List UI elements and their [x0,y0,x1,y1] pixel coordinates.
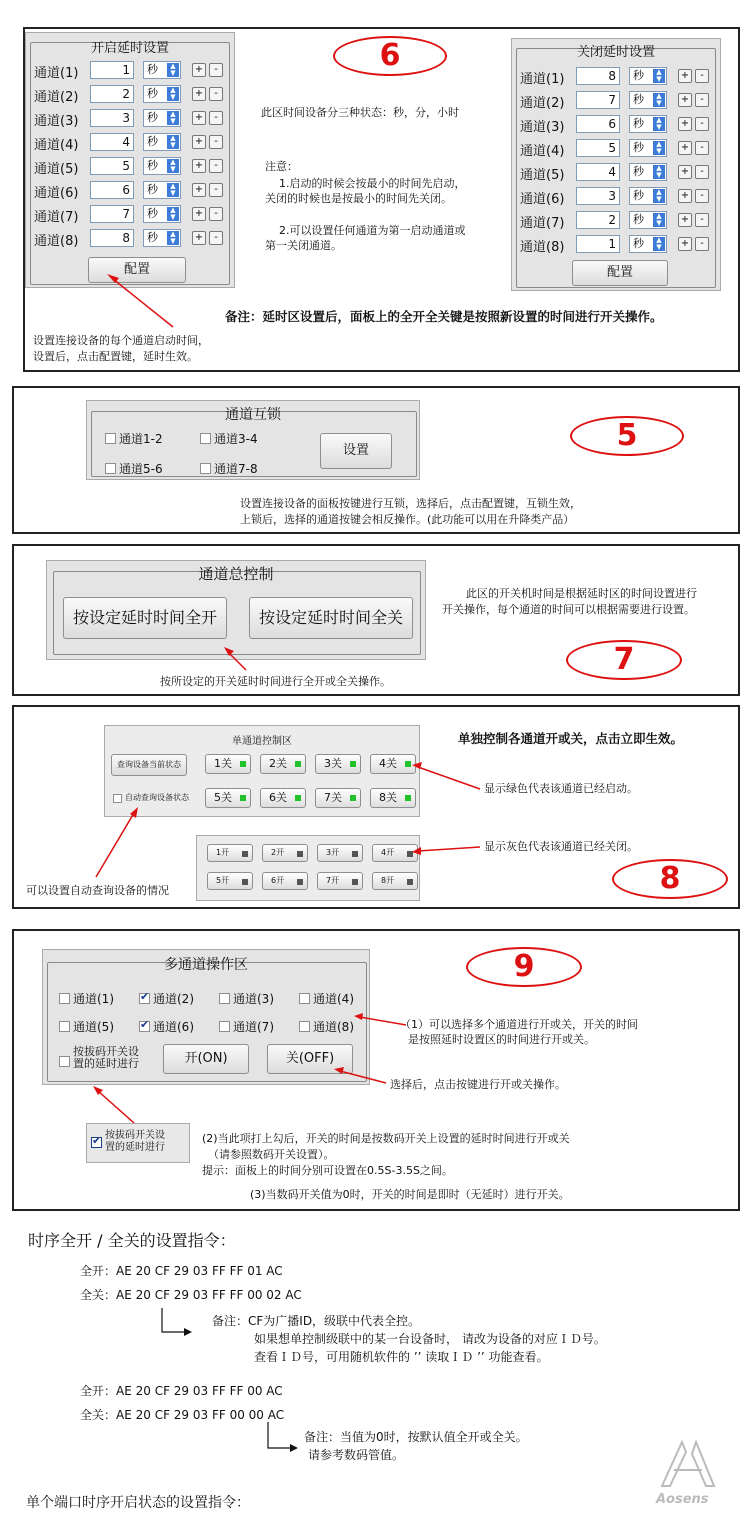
close-unit-value-8: 秒 [633,237,644,250]
close-minus-button-2[interactable]: - [695,93,709,107]
remark2-arrow [262,1420,302,1454]
close-label-4: 通道(4) [520,144,565,159]
multi-note2-a: (2)当此项打上勾后，开关的时间是按数码开关上设置的延时时间进行开或关 [202,1132,570,1145]
close-delay-title: 关闭延时设置 [576,45,655,60]
close-delay-input-1[interactable]: 8 [576,67,620,85]
multi-note1-b: 是按照延时设置区的时间进行开或关。 [408,1033,595,1046]
open-unit-value-2: 秒 [147,87,158,100]
channel-button-label: 2开 [271,848,285,857]
badge-8: 8 [612,859,728,899]
close-label-7: 通道(7) [520,216,565,231]
multi-note2-b: （请参照数码开关设置）。 [208,1148,335,1161]
close-config-button[interactable]: 配置 [572,260,668,286]
open-config-button[interactable]: 配置 [88,257,186,283]
caption-b: 设置后，点击配置键，延时生效。 [33,350,198,363]
channel-button-label: 2关 [269,757,287,770]
open-label-3: 通道(3) [34,114,79,129]
open-label-4: 通道(4) [34,138,79,153]
arrow-to-master [14,546,742,698]
channel-button-label: 7开 [326,876,340,885]
open-delay-input-5[interactable]: 5 [90,157,134,175]
close-unit-value-2: 秒 [633,93,644,106]
close-label-1: 通道(1) [520,72,565,87]
section-interlock [12,386,740,534]
open-delay-input-3[interactable]: 3 [90,109,134,127]
open-plus-button-1[interactable]: + [192,63,206,77]
open-unit-value-5: 秒 [147,159,158,172]
channel-button-label: 8开 [381,876,395,885]
close-delay-input-6[interactable]: 3 [576,187,620,205]
channel-button-label: 6开 [271,876,285,885]
open-plus-button-3[interactable]: + [192,111,206,125]
close-minus-button-8[interactable]: - [695,237,709,251]
close-unit-value-7: 秒 [633,213,644,226]
notice-1b: 关闭的时候也是按最小的时间先关闭。 [265,192,452,205]
close-plus-button-1[interactable]: + [678,69,692,83]
open-delay-input-2[interactable]: 2 [90,85,134,103]
open-unit-value-1: 秒 [147,63,158,76]
close-delay-input-5[interactable]: 4 [576,163,620,181]
close-plus-button-3[interactable]: + [678,117,692,131]
dropdown-arrow-icon: ▲ ▼ [653,69,665,83]
open-minus-button-5[interactable]: - [209,159,223,173]
notice-title: 注意： [265,160,298,173]
open-minus-button-3[interactable]: - [209,111,223,125]
open-plus-button-8[interactable]: + [192,231,206,245]
dropdown-arrow-icon: ▲ ▼ [653,189,665,203]
single-channel-title: 单通道控制区 [232,736,292,747]
dropdown-arrow-icon: ▲ ▼ [167,111,179,125]
interlock-label-78: 通道7-8 [214,462,258,476]
open-minus-button-2[interactable]: - [209,87,223,101]
dropdown-arrow-icon: ▲ ▼ [653,117,665,131]
multi-channel-title: 多通道操作区 [164,957,248,973]
section-master-control [12,544,740,696]
close-label-8: 通道(8) [520,240,565,255]
master-control-title: 通道总控制 [198,565,274,583]
dropdown-arrow-icon: ▲ ▼ [653,93,665,107]
auto-query-note: 可以设置自动查询设备的情况 [26,884,169,897]
arrow-to-config [25,29,742,374]
channel-button-label: 5开 [216,876,230,885]
section-delay-settings [23,27,740,372]
channel-button-label: 7关 [324,791,342,804]
channel-button-label: 5关 [214,791,232,804]
open-delay-input-6[interactable]: 6 [90,181,134,199]
dip-delay-zoom-label-b: 置的延时进行 [105,1142,165,1153]
open-plus-button-2[interactable]: + [192,87,206,101]
close-label-6: 通道(6) [520,192,565,207]
dropdown-arrow-icon: ▲ ▼ [653,165,665,179]
close-label-5: 通道(5) [520,168,565,183]
open-unit-value-3: 秒 [147,111,158,124]
single-channel-headline: 单独控制各通道开或关，点击立即生效。 [458,731,684,746]
caption-a: 设置连接设备的每个通道启动时间， [33,334,209,347]
remark1-b: 如果想单控制级联中的某一台设备时， 请改为设备的对应ＩＤ号。 [254,1332,606,1346]
notice-1a: 1.启动的时候会按最小的时间先启动， [279,177,466,190]
open-label-2: 通道(2) [34,90,79,105]
master-desc-b: 开关操作，每个通道的时间可以根据需要进行设置。 [442,603,695,616]
dropdown-arrow-icon: ▲ ▼ [653,213,665,227]
close-label-2: 通道(2) [520,96,565,111]
open-unit-value-8: 秒 [147,231,158,244]
close-plus-button-2[interactable]: + [678,93,692,107]
dropdown-arrow-icon: ▲ ▼ [167,231,179,245]
notice-2b: 第一关闭通道。 [265,239,342,252]
interlock-checkbox-34[interactable] [200,433,211,444]
master-desc-a: 此区的开关机时间是根据延时区的时间设置进行 [466,587,697,600]
interlock-checkbox-56[interactable] [105,463,116,474]
close-delay-input-3[interactable]: 6 [576,115,620,133]
remark1-arrow [156,1306,196,1336]
command-line-1: 全开：AE 20 CF 29 03 FF FF 01 AC [80,1264,283,1278]
close-unit-value-3: 秒 [633,117,644,130]
interlock-label-56: 通道5-6 [119,462,163,476]
interlock-caption-b: 上锁后，选择的通道按键会相反操作。(此功能可以用在升降类产品） [240,513,575,526]
master-caption: 按所设定的开关延时时间进行全开或全关操作。 [160,675,391,688]
open-plus-button-4[interactable]: + [192,135,206,149]
badge-5: 5 [570,416,684,456]
close-unit-value-5: 秒 [633,165,644,178]
close-minus-button-3[interactable]: - [695,117,709,131]
dip-delay-zoom-label-a: 按拔码开关设 [105,1130,165,1141]
close-plus-button-8[interactable]: + [678,237,692,251]
open-delay-input-7[interactable]: 7 [90,205,134,223]
badge-9: 9 [466,947,582,987]
time-states-note: 此区时间设备分三种状态：秒，分，小时 [261,106,459,119]
close-delay-input-7[interactable]: 2 [576,211,620,229]
close-unit-value-4: 秒 [633,141,644,154]
open-plus-button-5[interactable]: + [192,159,206,173]
gray-note: 显示灰色代表该通道已经关闭。 [484,840,638,853]
multi-channel-label-3: 通道(3) [233,992,274,1006]
open-label-7: 通道(7) [34,210,79,225]
multi-note2-c: 提示：面板上的时间分别可设置在0.5S-3.5S之间。 [202,1164,453,1177]
interlock-title: 通道互锁 [225,407,281,423]
interlock-checkbox-12[interactable] [105,433,116,444]
open-delay-title: 开启延时设置 [90,41,169,56]
section8-arrows [14,707,742,911]
close-plus-button-6[interactable]: + [678,189,692,203]
badge-6: 6 [333,36,447,76]
multi-note3: (3)当数码开关值为0时，开关的时间是即时（无延时）进行开关。 [250,1188,570,1201]
close-plus-button-5[interactable]: + [678,165,692,179]
close-label-3: 通道(3) [520,120,565,135]
open-minus-button-8[interactable]: - [209,231,223,245]
open-unit-value-4: 秒 [147,135,158,148]
multi-note1-a: （1）可以选择多个通道进行开或关，开关的时间 [400,1018,638,1031]
multi-channel-label-7: 通道(7) [233,1020,274,1034]
interlock-label-12: 通道1-2 [119,432,163,446]
dropdown-arrow-icon: ▲ ▼ [167,207,179,221]
interlock-label-34: 通道3-4 [214,432,258,446]
auto-query-label: 自动查询设备状态 [125,793,189,802]
dip-delay-label-b: 置的延时进行 [73,1057,139,1070]
aosens-logo [656,1440,736,1506]
section9-arrows [14,931,742,1213]
all-on-button[interactable]: 按设定延时时间全开 [63,597,227,639]
interlock-caption-a: 设置连接设备的面板按键进行互锁，选择后，点击配置键，互锁生效， [240,497,581,510]
aosens-logo-text: Aosens [656,1492,709,1507]
open-label-1: 通道(1) [34,66,79,81]
open-minus-button-7[interactable]: - [209,207,223,221]
remark1-c: 查看ＩＤ号，可用随机软件的 ’’ 读取ＩＤ ’’ 功能查看。 [254,1350,549,1364]
multi-channel-label-5: 通道(5) [73,1020,114,1034]
dropdown-arrow-icon: ▲ ▼ [167,87,179,101]
remark1-a: 备注：CF为广播ID，级联中代表全控。 [212,1314,421,1328]
commands-heading: 时序全开 / 全关的设置指令： [28,1231,236,1250]
section-multi-channel [12,929,740,1211]
notice-2a: 2.可以设置任何通道为第一启动通道或 [279,224,466,237]
interlock-set-button[interactable]: 设置 [320,433,392,469]
channel-button-label: 6关 [269,791,287,804]
multi-channel-label-8: 通道(8) [313,1020,354,1034]
open-minus-button-6[interactable]: - [209,183,223,197]
close-unit-value-6: 秒 [633,189,644,202]
remark2-a: 备注：当值为0时，按默认值全开或全关。 [304,1430,528,1444]
close-minus-button-4[interactable]: - [695,141,709,155]
aosens-logo-mark [656,1440,736,1490]
close-minus-button-5[interactable]: - [695,165,709,179]
commands-heading-2: 单个端口时序开启状态的设置指令： [26,1495,250,1511]
open-label-8: 通道(8) [34,234,79,249]
dropdown-arrow-icon: ▲ ▼ [167,159,179,173]
close-unit-value-1: 秒 [633,69,644,82]
command-line-2: 全关：AE 20 CF 29 03 FF FF 00 02 AC [80,1288,302,1302]
multi-on-button[interactable]: 开(ON) [163,1044,249,1074]
interlock-window [86,400,420,480]
open-plus-button-7[interactable]: + [192,207,206,221]
interlock-checkbox-78[interactable] [200,463,211,474]
close-delay-input-8[interactable]: 1 [576,235,620,253]
command-line-4: 全关：AE 20 CF 29 03 FF 00 00 AC [80,1408,285,1422]
close-minus-button-6[interactable]: - [695,189,709,203]
dropdown-arrow-icon: ▲ ▼ [167,135,179,149]
multi-channel-label-4: 通道(4) [313,992,354,1006]
multi-channel-label-2: 通道(2) [153,992,194,1006]
close-plus-button-7[interactable]: + [678,213,692,227]
section-single-channel [12,705,740,909]
badge-7: 7 [566,640,682,680]
close-minus-button-1[interactable]: - [695,69,709,83]
close-minus-button-7[interactable]: - [695,213,709,227]
open-delay-input-4[interactable]: 4 [90,133,134,151]
channel-button-label: 4关 [379,757,397,770]
multi-off-button[interactable]: 关(OFF) [267,1044,353,1074]
green-note: 显示绿色代表该通道已经启动。 [484,782,638,795]
open-delay-input-8[interactable]: 8 [90,229,134,247]
dropdown-arrow-icon: ▲ ▼ [653,237,665,251]
multi-note-after: 选择后，点击按键进行开或关操作。 [390,1078,566,1091]
close-plus-button-4[interactable]: + [678,141,692,155]
dropdown-arrow-icon: ▲ ▼ [653,141,665,155]
dip-delay-label-a: 按拔码开关设 [73,1045,139,1058]
open-label-6: 通道(6) [34,186,79,201]
open-plus-button-6[interactable]: + [192,183,206,197]
command-line-3: 全开：AE 20 CF 29 03 FF FF 00 AC [80,1384,283,1398]
open-label-5: 通道(5) [34,162,79,177]
multi-channel-label-1: 通道(1) [73,992,114,1006]
open-delay-input-1[interactable]: 1 [90,61,134,79]
open-unit-value-6: 秒 [147,183,158,196]
close-delay-input-2[interactable]: 7 [576,91,620,109]
dropdown-arrow-icon: ▲ ▼ [167,183,179,197]
channel-button-label: 8关 [379,791,397,804]
channel-button-label: 3关 [324,757,342,770]
channel-button-label: 1关 [214,757,232,770]
open-minus-button-1[interactable]: - [209,63,223,77]
channel-button-label: 1开 [216,848,230,857]
open-unit-value-7: 秒 [147,207,158,220]
multi-channel-label-6: 通道(6) [153,1020,194,1034]
remark-text: 备注：延时区设置后，面板上的全开全关键是按照新设置的时间进行开关操作。 [225,309,663,324]
channel-button-label: 3开 [326,848,340,857]
remark2-b: 请参考数码管值。 [308,1448,405,1462]
all-off-button[interactable]: 按设定延时时间全关 [249,597,413,639]
dropdown-arrow-icon: ▲ ▼ [167,63,179,77]
open-minus-button-4[interactable]: - [209,135,223,149]
close-delay-input-4[interactable]: 5 [576,139,620,157]
channel-button-label: 4开 [381,848,395,857]
query-status-button[interactable]: 查询设备当前状态 [111,754,187,776]
